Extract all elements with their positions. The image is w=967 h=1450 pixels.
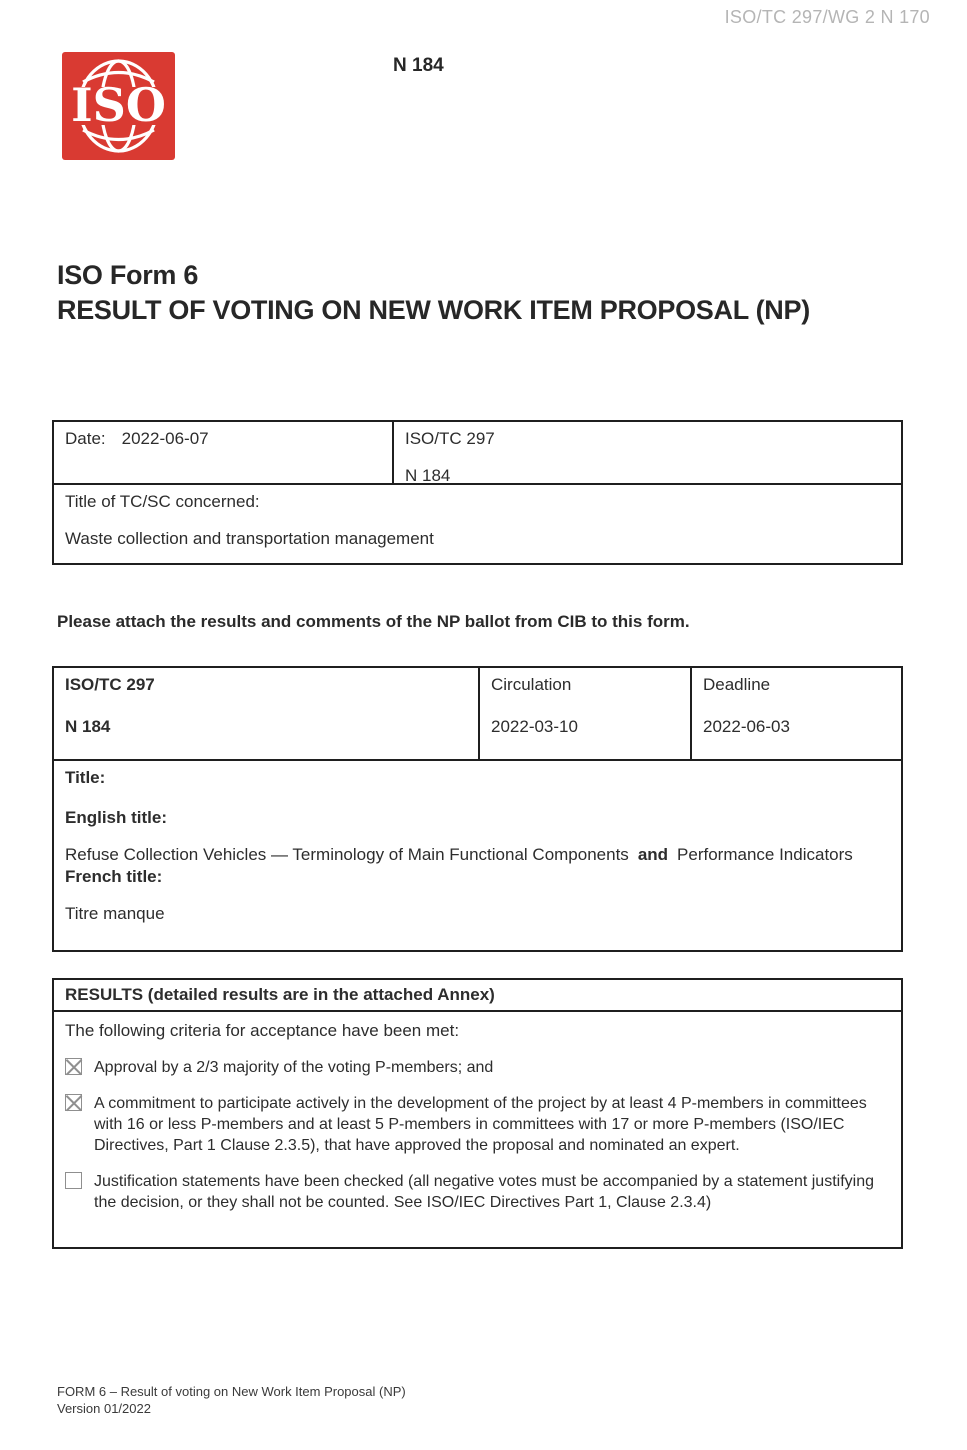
deadline-label: Deadline <box>703 675 771 694</box>
criterion-justification-label: Justification statements have been checked (all negative votes must be accompanied by a statement justifying the decision, or they shall not be counted. See ISO/IEC Directives Part 1, Clause 2.3.4) <box>94 1173 874 1211</box>
footer-form-name: FORM 6 – Result of voting on New Work Item Proposal (NP) <box>57 1384 406 1399</box>
criterion-commitment-label: A commitment to participate actively in the development of the project by at least 4 P-members in committees with 16 or less P-members and at least 5 P-members in committees with 17 or more P-members (ISO/IEC Directives, Part 1 Clause 2.3.5), that have approved the proposal and nominated an expert. <box>94 1095 867 1154</box>
deadline-date: 2022-06-03 <box>703 717 790 736</box>
commitment-checkbox[interactable] <box>65 1094 82 1111</box>
info-table <box>52 420 903 565</box>
tc-title-cell <box>54 485 445 563</box>
info-table-row-title <box>54 483 901 563</box>
circulation-label: Circulation <box>491 675 572 694</box>
doc-number: N 184 <box>405 466 451 485</box>
criterion-approval <box>65 1057 890 1078</box>
page-footer <box>57 1383 406 1417</box>
results-intro: The following criteria for acceptance have been met: <box>65 1021 460 1040</box>
criterion-justification <box>65 1171 890 1213</box>
date-value: 2022-06-07 <box>121 429 209 448</box>
document-number-top: N 184 <box>393 55 444 76</box>
english-title-label: English title: <box>65 808 167 827</box>
results-body <box>54 1010 901 1247</box>
circulation-cell <box>478 668 690 759</box>
form-title-line2: RESULT OF VOTING ON NEW WORK ITEM PROPOSAL (NP) <box>57 295 810 325</box>
iso-logo-icon <box>62 52 175 160</box>
ballot-doc-number: N 184 <box>65 717 111 736</box>
ballot-table-header-row <box>54 668 901 759</box>
circulation-date: 2022-03-10 <box>491 717 578 736</box>
attach-note: Please attach the results and comments of the NP ballot from CIB to this form. <box>57 612 690 631</box>
approval-checkbox[interactable] <box>65 1058 82 1075</box>
results-table <box>52 978 903 1249</box>
form-title-line1: ISO Form 6 <box>57 260 199 290</box>
title-label: Title: <box>65 768 106 787</box>
french-title-label: French title: <box>65 867 163 886</box>
results-header: RESULTS (detailed results are in the attached Annex) <box>65 985 495 1004</box>
english-title-value: Refuse Collection Vehicles — Terminology of Main Functional Components and Performance Indicators <box>65 845 853 864</box>
ballot-title-row <box>54 759 901 950</box>
ballot-table <box>52 666 903 952</box>
ballot-title-cell <box>54 761 901 950</box>
deadline-cell <box>690 668 901 759</box>
committee-cell <box>392 422 901 483</box>
date-label: Date: <box>65 429 106 448</box>
french-title-value: Titre manque <box>65 904 165 923</box>
committee-ref: ISO/TC 297 <box>405 429 495 448</box>
doc-reference: ISO/TC 297/WG 2 N 170 <box>724 7 930 27</box>
ballot-committee: ISO/TC 297 <box>65 675 155 694</box>
date-cell <box>54 422 392 483</box>
tc-title-label: Title of TC/SC concerned: <box>65 492 260 511</box>
info-table-row-top <box>54 422 901 483</box>
ballot-committee-cell <box>54 668 478 759</box>
criterion-approval-label: Approval by a 2/3 majority of the voting P-members; and <box>94 1059 494 1076</box>
footer-version: Version 01/2022 <box>57 1401 151 1416</box>
form-title <box>57 258 810 328</box>
justification-checkbox[interactable] <box>65 1172 82 1189</box>
english-title-and: and <box>637 845 669 864</box>
tc-title-value: Waste collection and transportation management <box>65 529 434 548</box>
criterion-commitment <box>65 1093 890 1156</box>
iso-logo-text: ISO <box>71 78 166 132</box>
